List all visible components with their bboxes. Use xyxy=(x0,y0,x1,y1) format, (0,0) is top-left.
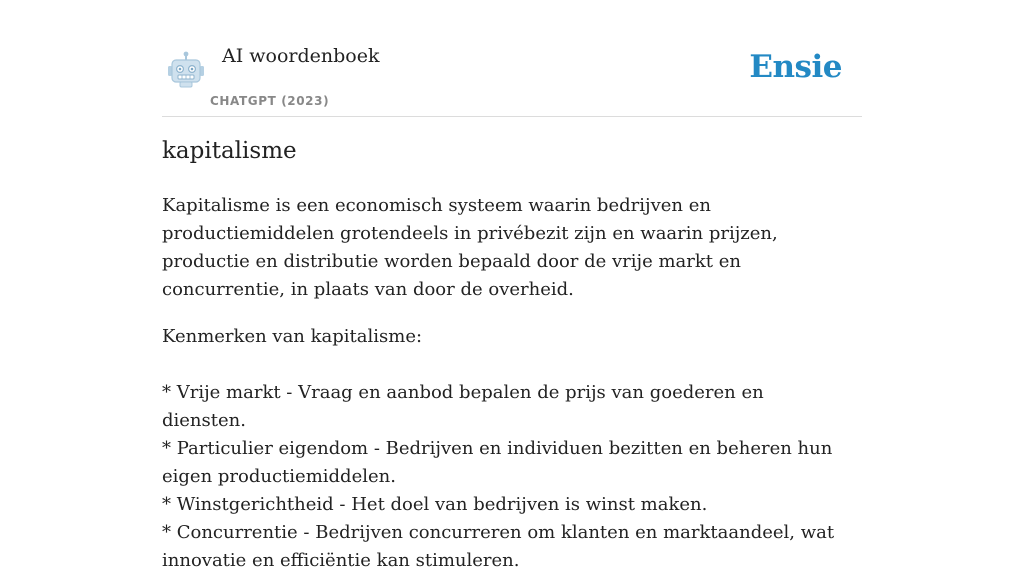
entry-header xyxy=(162,0,862,117)
entry-definition: Kapitalisme is een economisch systeem waarin bedrijven en productiemiddelen grotendeels in privébezit zijn en waarin prijzen, productie en distributie worden bepaald door de vrije markt en concurrentie, in plaats van door de overheid. xyxy=(162,195,778,300)
brand-logo[interactable]: Ensie xyxy=(749,49,842,85)
features-label: Kenmerken van kapitalisme: xyxy=(162,326,423,347)
entry-body xyxy=(162,192,852,575)
source-meta: CHATGPT (2023) xyxy=(210,94,330,108)
entry-term: kapitalisme xyxy=(162,138,297,164)
list-item: * Vrije markt - Vraag en aanbod bepalen de prijs van goederen en diensten. xyxy=(162,382,764,431)
robot-icon xyxy=(166,50,206,90)
list-item: * Concurrentie - Bedrijven concurreren om klanten en marktaandeel, wat innovatie en efficiëntie kan stimuleren. xyxy=(162,522,835,571)
source-title[interactable]: AI woordenboek xyxy=(222,45,380,67)
list-item: * Particulier eigendom - Bedrijven en individuen bezitten en beheren hun eigen productiemiddelen. xyxy=(162,438,833,487)
list-item: * Winstgerichtheid - Het doel van bedrijven is winst maken. xyxy=(162,494,708,515)
entry-card xyxy=(162,0,862,571)
